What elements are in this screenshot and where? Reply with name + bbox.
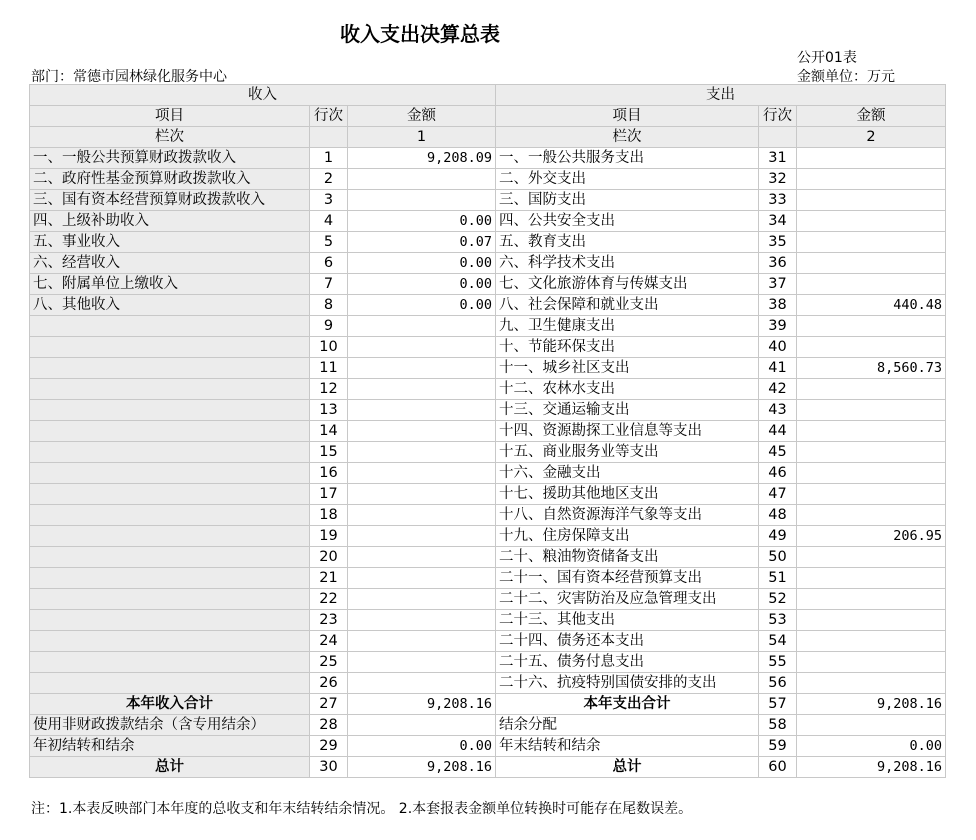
expense-amount	[797, 232, 946, 253]
income-amount	[348, 652, 496, 673]
income-amount: 9,208.09	[348, 148, 496, 169]
income-summary-label: 本年收入合计	[30, 694, 310, 715]
income-row-number: 22	[310, 589, 348, 610]
budget-summary-table	[29, 84, 946, 778]
expense-summary-amount	[797, 715, 946, 736]
expense-amount	[797, 568, 946, 589]
income-item-label: 八、其他收入	[30, 295, 310, 316]
table-row	[30, 295, 946, 316]
expense-row-number: 56	[759, 673, 797, 694]
expense-column-blank	[759, 127, 797, 148]
income-amount	[348, 169, 496, 190]
income-item-label	[30, 505, 310, 526]
expense-row-number: 45	[759, 442, 797, 463]
income-item-label	[30, 610, 310, 631]
table-row	[30, 526, 946, 547]
expense-row-number: 43	[759, 400, 797, 421]
header-row-columns	[30, 106, 946, 127]
expense-summary-number: 60	[759, 757, 797, 778]
expense-row-number: 53	[759, 610, 797, 631]
expense-summary-number: 57	[759, 694, 797, 715]
income-row-number: 14	[310, 421, 348, 442]
footnote: 注：1.本表反映部门本年度的总收支和年末结转结余情况。 2.本套报表金额单位转换时可能存在尾数误差。	[31, 801, 693, 817]
income-summary-amount	[348, 715, 496, 736]
income-row-number: 16	[310, 463, 348, 484]
expense-amount	[797, 253, 946, 274]
expense-row-number: 49	[759, 526, 797, 547]
expense-row-number: 46	[759, 463, 797, 484]
income-item-label	[30, 358, 310, 379]
expense-item-label: 二十、粮油物资储备支出	[496, 547, 759, 568]
expense-row-number: 38	[759, 295, 797, 316]
income-item-label	[30, 673, 310, 694]
income-row-number: 2	[310, 169, 348, 190]
expense-row-number: 39	[759, 316, 797, 337]
department-label: 部门：常德市园林绿化服务中心	[31, 69, 227, 85]
expense-row-number: 55	[759, 652, 797, 673]
income-amount: 0.07	[348, 232, 496, 253]
table-row	[30, 631, 946, 652]
income-row-number: 26	[310, 673, 348, 694]
income-item-label: 七、附属单位上缴收入	[30, 274, 310, 295]
table-row	[30, 379, 946, 400]
income-column-label: 栏次	[30, 127, 310, 148]
header-row-column-numbers	[30, 127, 946, 148]
income-row-number: 13	[310, 400, 348, 421]
income-row-number: 9	[310, 316, 348, 337]
income-row-number: 18	[310, 505, 348, 526]
income-amount	[348, 379, 496, 400]
expense-row-number: 37	[759, 274, 797, 295]
expense-amount: 8,560.73	[797, 358, 946, 379]
amount-unit: 金额单位：万元	[797, 69, 895, 85]
expense-row-number: 42	[759, 379, 797, 400]
expense-summary-number: 59	[759, 736, 797, 757]
income-amount	[348, 463, 496, 484]
expense-amount	[797, 673, 946, 694]
income-row-number: 19	[310, 526, 348, 547]
table-row	[30, 190, 946, 211]
income-amount	[348, 568, 496, 589]
income-row-number: 25	[310, 652, 348, 673]
income-summary-label: 年初结转和结余	[30, 736, 310, 757]
income-summary-number: 27	[310, 694, 348, 715]
expense-item-label: 二十三、其他支出	[496, 610, 759, 631]
table-row	[30, 253, 946, 274]
expense-amount-header: 金额	[797, 106, 946, 127]
income-row-number: 23	[310, 610, 348, 631]
income-item-label: 五、事业收入	[30, 232, 310, 253]
table-row	[30, 505, 946, 526]
income-row-number: 5	[310, 232, 348, 253]
expense-item-label: 四、公共安全支出	[496, 211, 759, 232]
table-row	[30, 442, 946, 463]
table-row	[30, 232, 946, 253]
income-summary-label: 使用非财政拨款结余（含专用结余）	[30, 715, 310, 736]
table-row	[30, 568, 946, 589]
income-row-number: 1	[310, 148, 348, 169]
income-rowno-header: 行次	[310, 106, 348, 127]
expense-row-number: 41	[759, 358, 797, 379]
expense-summary-label: 总计	[496, 757, 759, 778]
expense-amount: 206.95	[797, 526, 946, 547]
expense-amount	[797, 463, 946, 484]
income-amount	[348, 337, 496, 358]
income-amount	[348, 400, 496, 421]
expense-header: 支出	[496, 85, 946, 106]
expense-item-label: 十六、金融支出	[496, 463, 759, 484]
income-item-label	[30, 316, 310, 337]
income-row-number: 15	[310, 442, 348, 463]
table-row	[30, 400, 946, 421]
income-row-number: 8	[310, 295, 348, 316]
page-title: 收入支出决算总表	[340, 22, 500, 46]
expense-item-label: 一、一般公共服务支出	[496, 148, 759, 169]
expense-amount	[797, 547, 946, 568]
table-row	[30, 169, 946, 190]
income-summary-amount: 0.00	[348, 736, 496, 757]
expense-rowno-header: 行次	[759, 106, 797, 127]
summary-row	[30, 715, 946, 736]
expense-amount	[797, 148, 946, 169]
expense-summary-label: 结余分配	[496, 715, 759, 736]
income-row-number: 21	[310, 568, 348, 589]
expense-amount	[797, 631, 946, 652]
table-row	[30, 652, 946, 673]
expense-amount	[797, 379, 946, 400]
income-amount	[348, 442, 496, 463]
income-row-number: 12	[310, 379, 348, 400]
expense-row-number: 51	[759, 568, 797, 589]
expense-summary-label: 本年支出合计	[496, 694, 759, 715]
income-amount	[348, 316, 496, 337]
income-item-label	[30, 568, 310, 589]
income-summary-label: 总计	[30, 757, 310, 778]
expense-item-label: 七、文化旅游体育与传媒支出	[496, 274, 759, 295]
summary-row	[30, 694, 946, 715]
expense-item-label: 十、节能环保支出	[496, 337, 759, 358]
income-item-label	[30, 652, 310, 673]
expense-row-number: 52	[759, 589, 797, 610]
table-row	[30, 463, 946, 484]
income-item-header: 项目	[30, 106, 310, 127]
table-row	[30, 337, 946, 358]
expense-amount	[797, 169, 946, 190]
income-item-label	[30, 547, 310, 568]
expense-summary-number: 58	[759, 715, 797, 736]
income-row-number: 10	[310, 337, 348, 358]
expense-column-number: 2	[797, 127, 946, 148]
table-row	[30, 148, 946, 169]
expense-item-label: 八、社会保障和就业支出	[496, 295, 759, 316]
expense-column-label: 栏次	[496, 127, 759, 148]
expense-row-number: 54	[759, 631, 797, 652]
income-item-label: 一、一般公共预算财政拨款收入	[30, 148, 310, 169]
income-amount: 0.00	[348, 253, 496, 274]
table-row	[30, 673, 946, 694]
income-summary-number: 29	[310, 736, 348, 757]
income-item-label: 三、国有资本经营预算财政拨款收入	[30, 190, 310, 211]
expense-summary-amount: 9,208.16	[797, 694, 946, 715]
expense-item-label: 九、卫生健康支出	[496, 316, 759, 337]
income-row-number: 7	[310, 274, 348, 295]
income-amount	[348, 673, 496, 694]
expense-amount	[797, 421, 946, 442]
income-item-label	[30, 631, 310, 652]
expense-item-label: 二、外交支出	[496, 169, 759, 190]
expense-row-number: 44	[759, 421, 797, 442]
table-row	[30, 610, 946, 631]
expense-summary-amount: 0.00	[797, 736, 946, 757]
expense-amount	[797, 274, 946, 295]
income-amount	[348, 631, 496, 652]
income-amount	[348, 589, 496, 610]
income-row-number: 4	[310, 211, 348, 232]
income-row-number: 6	[310, 253, 348, 274]
income-amount: 0.00	[348, 211, 496, 232]
income-column-blank	[310, 127, 348, 148]
income-row-number: 11	[310, 358, 348, 379]
expense-summary-label: 年末结转和结余	[496, 736, 759, 757]
expense-item-label: 十三、交通运输支出	[496, 400, 759, 421]
income-column-number: 1	[348, 127, 496, 148]
income-amount	[348, 421, 496, 442]
expense-row-number: 40	[759, 337, 797, 358]
income-row-number: 24	[310, 631, 348, 652]
income-row-number: 3	[310, 190, 348, 211]
table-row	[30, 358, 946, 379]
expense-summary-amount: 9,208.16	[797, 757, 946, 778]
expense-item-label: 二十二、灾害防治及应急管理支出	[496, 589, 759, 610]
expense-item-label: 十九、住房保障支出	[496, 526, 759, 547]
expense-row-number: 50	[759, 547, 797, 568]
income-amount	[348, 484, 496, 505]
expense-item-header: 项目	[496, 106, 759, 127]
expense-row-number: 34	[759, 211, 797, 232]
expense-amount	[797, 316, 946, 337]
table-row	[30, 484, 946, 505]
expense-item-label: 十二、农林水支出	[496, 379, 759, 400]
income-item-label	[30, 379, 310, 400]
expense-row-number: 48	[759, 505, 797, 526]
income-summary-number: 28	[310, 715, 348, 736]
income-amount-header: 金额	[348, 106, 496, 127]
expense-row-number: 33	[759, 190, 797, 211]
income-summary-number: 30	[310, 757, 348, 778]
income-amount: 0.00	[348, 295, 496, 316]
form-number: 公开01表	[797, 50, 857, 66]
income-item-label: 六、经营收入	[30, 253, 310, 274]
income-summary-amount: 9,208.16	[348, 694, 496, 715]
income-item-label	[30, 421, 310, 442]
table-row	[30, 421, 946, 442]
expense-item-label: 十一、城乡社区支出	[496, 358, 759, 379]
table-row	[30, 589, 946, 610]
income-item-label	[30, 526, 310, 547]
income-item-label	[30, 337, 310, 358]
expense-item-label: 十八、自然资源海洋气象等支出	[496, 505, 759, 526]
expense-item-label: 六、科学技术支出	[496, 253, 759, 274]
income-amount	[348, 190, 496, 211]
expense-amount	[797, 589, 946, 610]
table-row	[30, 547, 946, 568]
expense-amount	[797, 211, 946, 232]
expense-item-label: 五、教育支出	[496, 232, 759, 253]
income-summary-amount: 9,208.16	[348, 757, 496, 778]
income-item-label	[30, 589, 310, 610]
expense-item-label: 二十一、国有资本经营预算支出	[496, 568, 759, 589]
income-amount	[348, 547, 496, 568]
income-item-label	[30, 484, 310, 505]
expense-item-label: 十四、资源勘探工业信息等支出	[496, 421, 759, 442]
expense-amount	[797, 400, 946, 421]
expense-amount: 440.48	[797, 295, 946, 316]
expense-amount	[797, 610, 946, 631]
summary-row	[30, 757, 946, 778]
expense-item-label: 三、国防支出	[496, 190, 759, 211]
income-item-label: 四、上级补助收入	[30, 211, 310, 232]
expense-row-number: 36	[759, 253, 797, 274]
income-row-number: 20	[310, 547, 348, 568]
expense-amount	[797, 484, 946, 505]
income-amount	[348, 610, 496, 631]
summary-row	[30, 736, 946, 757]
income-header: 收入	[30, 85, 496, 106]
income-row-number: 17	[310, 484, 348, 505]
income-amount: 0.00	[348, 274, 496, 295]
table-row	[30, 274, 946, 295]
expense-item-label: 二十六、抗疫特别国债安排的支出	[496, 673, 759, 694]
income-amount	[348, 526, 496, 547]
income-item-label	[30, 400, 310, 421]
expense-item-label: 二十四、债务还本支出	[496, 631, 759, 652]
expense-row-number: 47	[759, 484, 797, 505]
expense-row-number: 32	[759, 169, 797, 190]
expense-amount	[797, 505, 946, 526]
income-amount	[348, 358, 496, 379]
income-item-label	[30, 463, 310, 484]
expense-amount	[797, 442, 946, 463]
income-item-label	[30, 442, 310, 463]
expense-item-label: 十七、援助其他地区支出	[496, 484, 759, 505]
table-row	[30, 211, 946, 232]
expense-amount	[797, 652, 946, 673]
income-amount	[348, 505, 496, 526]
table-row	[30, 316, 946, 337]
header-row-section	[30, 85, 946, 106]
expense-row-number: 35	[759, 232, 797, 253]
expense-amount	[797, 190, 946, 211]
income-item-label: 二、政府性基金预算财政拨款收入	[30, 169, 310, 190]
expense-row-number: 31	[759, 148, 797, 169]
expense-amount	[797, 337, 946, 358]
expense-item-label: 十五、商业服务业等支出	[496, 442, 759, 463]
expense-item-label: 二十五、债务付息支出	[496, 652, 759, 673]
